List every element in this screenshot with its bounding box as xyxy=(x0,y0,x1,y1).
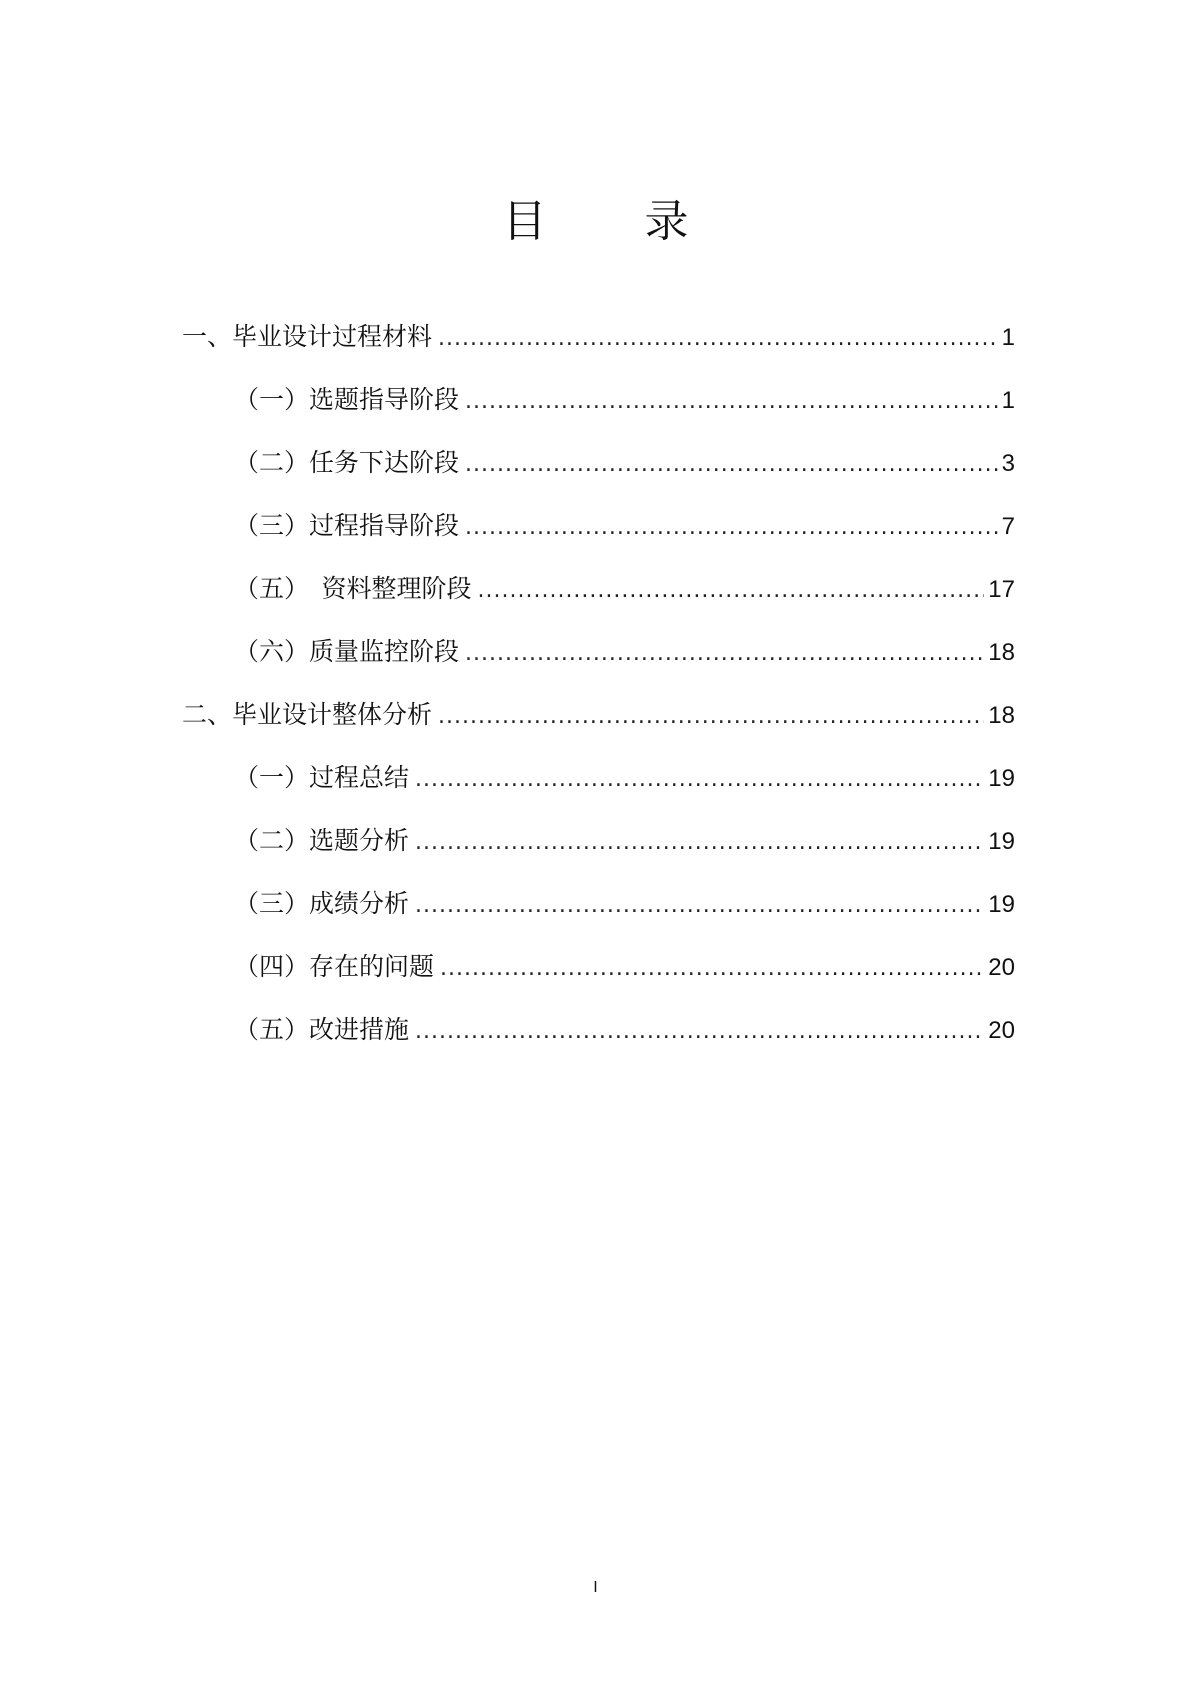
toc-entry-label: （一）选题指导阶段 xyxy=(234,385,460,414)
toc-dot-leader xyxy=(438,322,998,356)
toc-row xyxy=(234,950,1015,986)
toc-dot-leader xyxy=(465,637,984,671)
toc-entry-page: 1 xyxy=(1001,387,1015,414)
toc-entry-page: 18 xyxy=(988,702,1015,729)
toc-row xyxy=(234,635,1015,671)
toc-entry[interactable] xyxy=(0,432,1191,495)
toc-dot-leader xyxy=(415,763,984,797)
toc-row xyxy=(234,383,1015,419)
toc-entry-label: （三）成绩分析 xyxy=(234,889,410,918)
toc-entry[interactable] xyxy=(0,621,1191,684)
toc-entry-label: （六）质量监控阶段 xyxy=(234,637,460,666)
toc-entry-page: 7 xyxy=(1001,513,1015,540)
toc-entry-label: （二）选题分析 xyxy=(234,826,410,855)
toc-entry[interactable] xyxy=(0,684,1191,747)
toc-row xyxy=(234,887,1015,923)
toc-dot-leader xyxy=(465,511,998,545)
toc-entry-label: （三）过程指导阶段 xyxy=(234,511,460,540)
toc-entry[interactable] xyxy=(0,558,1191,621)
toc-dot-leader xyxy=(440,952,984,986)
toc-entry[interactable] xyxy=(0,306,1191,369)
toc-entry-page: 3 xyxy=(1001,450,1015,477)
toc-entry[interactable] xyxy=(0,999,1191,1062)
toc-row xyxy=(182,698,1015,734)
toc-entry-label: （一）过程总结 xyxy=(234,763,410,792)
toc-entry-page: 17 xyxy=(988,576,1015,603)
toc-entry-page: 19 xyxy=(988,828,1015,855)
toc-entry[interactable] xyxy=(0,495,1191,558)
toc-row xyxy=(234,572,1015,608)
toc-entry[interactable] xyxy=(0,369,1191,432)
toc-dot-leader xyxy=(465,385,998,419)
toc-dot-leader xyxy=(438,700,984,734)
toc-dot-leader xyxy=(478,574,985,608)
footer-page-number: I xyxy=(593,1579,598,1596)
toc-entry-page: 20 xyxy=(988,1017,1015,1044)
toc-entry-page: 19 xyxy=(988,765,1015,792)
toc-row xyxy=(182,320,1015,356)
page-title: 目 录 xyxy=(502,196,731,247)
toc-row xyxy=(234,509,1015,545)
toc-entry-label: （五） 资料整理阶段 xyxy=(234,574,472,603)
toc-entry[interactable] xyxy=(0,873,1191,936)
toc-entry[interactable] xyxy=(0,810,1191,873)
toc-entry-label: （二）任务下达阶段 xyxy=(234,448,460,477)
toc-entry-label: （四）存在的问题 xyxy=(234,952,435,981)
toc-row xyxy=(234,761,1015,797)
toc-entry[interactable] xyxy=(0,747,1191,810)
table-of-contents xyxy=(0,306,1191,1062)
toc-entry-page: 19 xyxy=(988,891,1015,918)
toc-dot-leader xyxy=(465,448,998,482)
toc-row xyxy=(234,824,1015,860)
toc-dot-leader xyxy=(415,1015,984,1049)
toc-entry-page: 20 xyxy=(988,954,1015,981)
toc-entry-page: 1 xyxy=(1001,324,1015,351)
toc-dot-leader xyxy=(415,826,984,860)
toc-dot-leader xyxy=(415,889,984,923)
toc-entry-page: 18 xyxy=(988,639,1015,666)
toc-entry-label: 一、毕业设计过程材料 xyxy=(182,322,433,351)
toc-row xyxy=(234,446,1015,482)
toc-entry[interactable] xyxy=(0,936,1191,999)
toc-entry-label: （五）改进措施 xyxy=(234,1015,410,1044)
toc-entry-label: 二、毕业设计整体分析 xyxy=(182,700,433,729)
toc-row xyxy=(234,1013,1015,1049)
